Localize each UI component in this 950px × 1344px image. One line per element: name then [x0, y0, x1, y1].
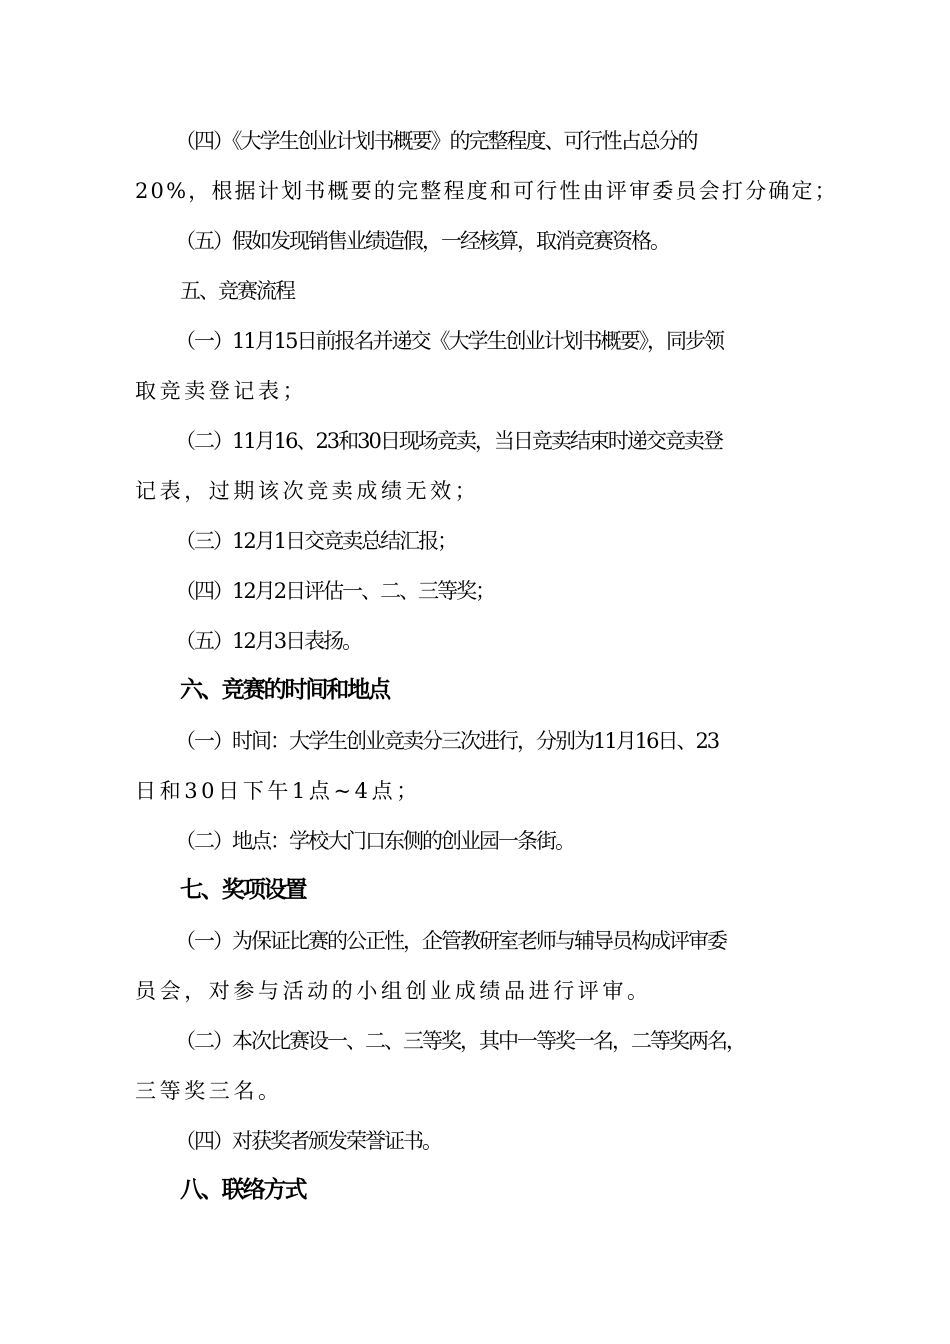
- paragraph-line: （四）《大学生创业计划书概要》的完整程度、可行性占总分的: [175, 129, 697, 153]
- paragraph-line: （四）对获奖者颁发荣誉证书。: [175, 1129, 441, 1153]
- paragraph-line: （二）地点：学校大门口东侧的创业园一条街。: [175, 829, 574, 853]
- paragraph-line: （一）时间：大学生创业竞卖分三次进行，分别为11月16日、23: [175, 729, 719, 753]
- section-heading: 五、竞赛流程: [180, 279, 294, 303]
- paragraph-line: 三等奖三名。: [135, 1079, 283, 1103]
- paragraph-line: 日和30日下午1点~4点；: [135, 779, 421, 803]
- paragraph-line: （一）为保证比赛的公正性，企管教研室老师与辅导员构成评审委: [175, 929, 726, 953]
- paragraph-line: 员会，对参与活动的小组创业成绩品进行评审。: [135, 979, 652, 1003]
- paragraph-line: （五）假如发现销售业绩造假，一经核算，取消竞赛资格。: [175, 229, 669, 253]
- paragraph-line: （一）11月15日前报名并递交《大学生创业计划书概要》，同步领: [175, 329, 723, 353]
- paragraph-line: （二）11月16、23和30日现场竞卖，当日竞卖结束时递交竞卖登: [175, 429, 722, 453]
- paragraph-line: 20%，根据计划书概要的完整程度和可行性由评审委员会打分确定；: [135, 179, 838, 203]
- paragraph-line: 记表，过期该次竞卖成绩无效；: [135, 479, 480, 503]
- section-heading: 八、联络方式: [180, 1177, 306, 1203]
- section-heading: 七、奖项设置: [180, 877, 306, 903]
- paragraph-line: （二）本次比赛设一、二、三等奖，其中一等奖一名，二等奖两名，: [175, 1029, 745, 1053]
- paragraph-line: （三）12月1日交竞卖总结汇报；: [175, 529, 457, 553]
- paragraph-line: （四）12月2日评估一、二、三等奖；: [175, 579, 495, 603]
- paragraph-line: （五）12月3日表扬。: [175, 629, 362, 653]
- section-heading: 六、竞赛的时间和地点: [180, 677, 390, 703]
- paragraph-line: 取竞卖登记表；: [135, 379, 308, 403]
